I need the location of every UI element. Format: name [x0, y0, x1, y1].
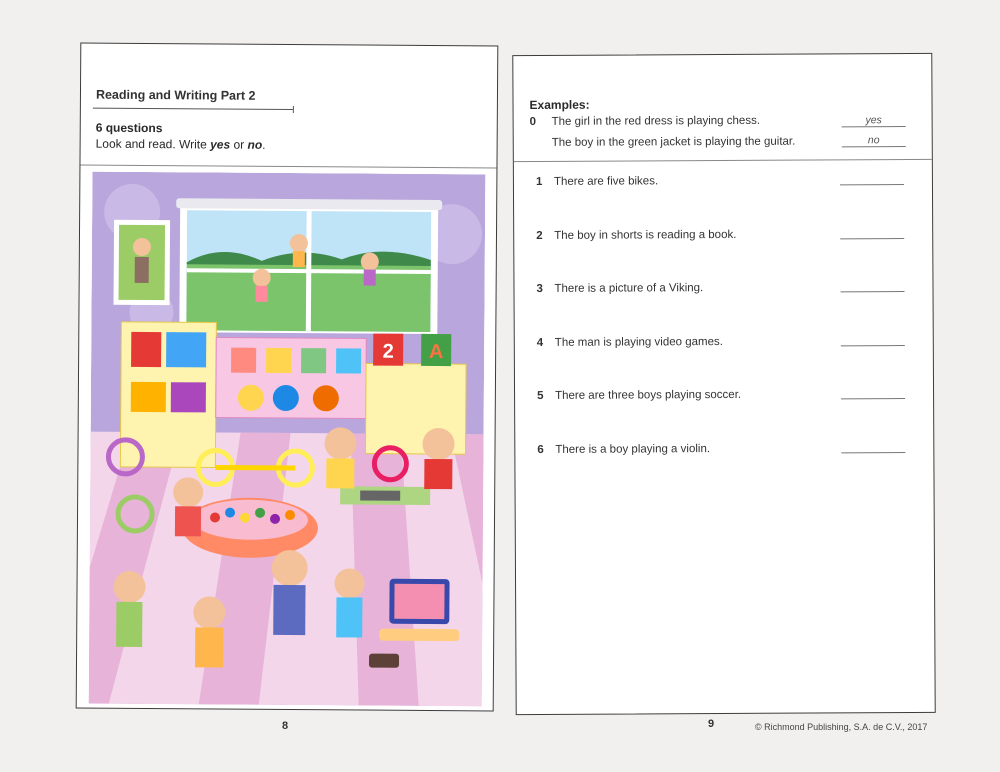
- answer-line[interactable]: [840, 238, 904, 239]
- question-row: 5 There are three boys playing soccer.: [537, 388, 742, 402]
- example-row: The boy in the green jacket is playing the guitar.: [551, 135, 796, 149]
- header-divider: [80, 165, 496, 169]
- block-letter-a: A: [428, 340, 444, 364]
- question-row: 2 The boy in shorts is reading a book.: [536, 228, 737, 242]
- question-row: 4 The man is playing video games.: [536, 336, 723, 349]
- question-row: 6 There is a boy playing a violin.: [537, 443, 711, 456]
- left-page-number: 8: [282, 720, 289, 732]
- title-underline: [93, 108, 293, 110]
- left-page: [76, 43, 499, 712]
- yes-word: yes: [210, 137, 231, 152]
- answer-line[interactable]: [841, 345, 905, 346]
- right-page: [512, 53, 935, 715]
- playroom-illustration-svg: [89, 172, 486, 707]
- answer-line[interactable]: [841, 398, 905, 399]
- copyright-notice: © Richmond Publishing, S.A. de C.V., 2017: [755, 722, 928, 732]
- right-page-number: 9: [708, 718, 715, 730]
- question-row: 1 There are five bikes.: [535, 175, 659, 188]
- block-letter-2: 2: [382, 340, 394, 363]
- examples-label: Examples:: [529, 97, 590, 113]
- section-title: Reading and Writing Part 2: [95, 87, 256, 103]
- example-answer-no: no: [842, 134, 906, 147]
- instructions: Look and read. Write yes or no.: [95, 136, 266, 152]
- example-answer-yes: yes: [842, 114, 906, 127]
- answer-line[interactable]: [841, 291, 905, 292]
- example-row: 0 The girl in the red dress is playing chess.: [529, 114, 761, 129]
- answer-line[interactable]: [841, 452, 905, 453]
- question-row: 3 There is a picture of a Viking.: [536, 282, 704, 295]
- no-word: no: [247, 137, 263, 152]
- question-count: 6 questions: [95, 120, 163, 136]
- answer-line[interactable]: [840, 184, 904, 185]
- playroom-illustration: [89, 172, 486, 707]
- examples-divider: [514, 159, 932, 162]
